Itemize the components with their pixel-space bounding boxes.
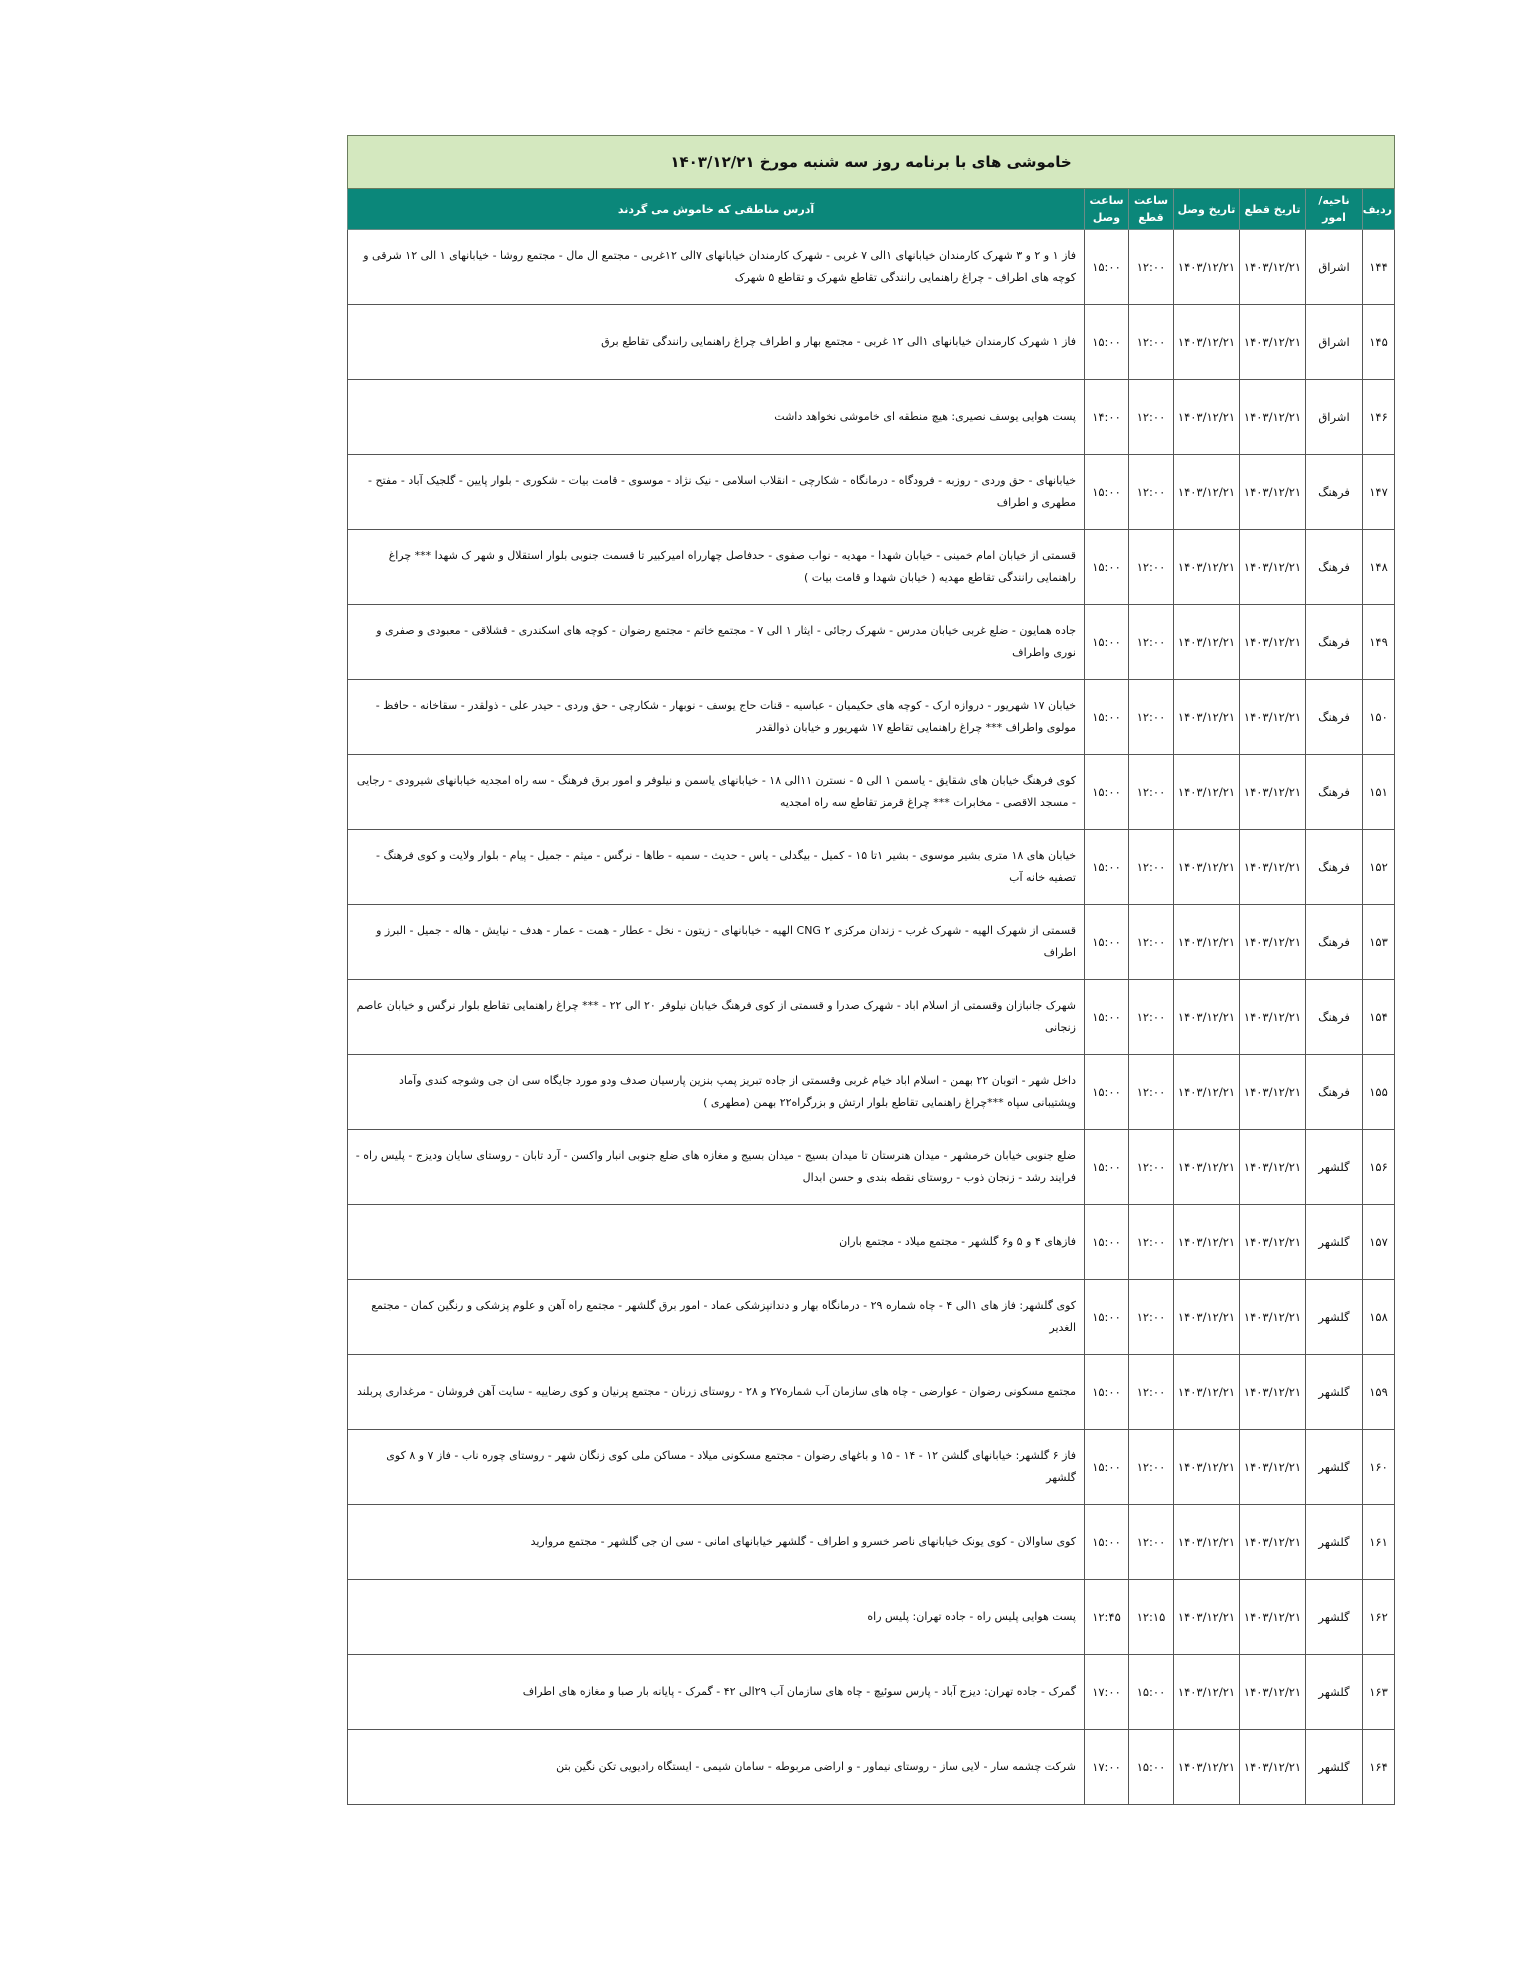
cell-tarikh-qat: ۱۴۰۳/۱۲/۲۱ [1240,305,1306,380]
table-row [348,1580,1395,1655]
cell-saat-qat: ۱۲:۰۰ [1129,455,1174,530]
header-saat-vasl-line2: وصل [1092,211,1121,224]
cell-address: جاده همایون - ضلع غربی خیابان مدرس - شهرک رجائی - ایثار ۱ الی ۷ - مجتمع خاتم - مجتمع رضوان - کوچه های اسکندری - قشلاقی - معبودی و صفری و نوری واطراف [348,605,1085,680]
cell-tarikh-vasl: ۱۴۰۳/۱۲/۲۱ [1174,1205,1240,1280]
cell-nahie: فرهنگ [1306,680,1363,755]
cell-saat-qat: ۱۲:۱۵ [1129,1580,1174,1655]
cell-tarikh-vasl: ۱۴۰۳/۱۲/۲۱ [1174,1055,1240,1130]
cell-saat-vasl: ۱۵:۰۰ [1085,755,1129,830]
cell-saat-vasl: ۱۵:۰۰ [1085,1430,1129,1505]
cell-tarikh-vasl: ۱۴۰۳/۱۲/۲۱ [1174,905,1240,980]
cell-nahie: فرهنگ [1306,1055,1363,1130]
cell-saat-vasl: ۱۴:۰۰ [1085,380,1129,455]
cell-address: شهرک جانبازان وقسمتی از اسلام اباد - شهرک صدرا و قسمتی از کوی فرهنگ خیابان نیلوفر ۲۰ الی ۲۲ - *** چراغ راهنمایی تقاطع بلوار نرگس و خیابان عاصم زنجانی [348,980,1085,1055]
cell-tarikh-qat: ۱۴۰۳/۱۲/۲۱ [1240,980,1306,1055]
cell-address: فاز ۱ و ۲ و ۳ شهرک کارمندان خیابانهای ۱الی ۷ غربی - شهرک کارمندان خیابانهای ۷الی ۱۲غربی - مجتمع ال مال - مجتمع روشا - خیابانهای ۱ الی ۱۲ شرقی و کوچه های اطراف - چراغ راهنمایی رانندگی تقاطع شهرک و تقاطع ۵ شهرک [348,230,1085,305]
header-nahie: ناحیه/امور [1306,189,1363,230]
cell-nahie: گلشهر [1306,1130,1363,1205]
header-row [348,189,1395,230]
cell-address: پست هوایی یوسف نصیری: هیچ منطقه ای خاموشی نخواهد داشت [348,380,1085,455]
cell-radif: ۱۶۴ [1363,1730,1395,1805]
table-row [348,455,1395,530]
cell-radif: ۱۵۶ [1363,1130,1395,1205]
table-row [348,680,1395,755]
cell-radif: ۱۵۱ [1363,755,1395,830]
cell-saat-qat: ۱۲:۰۰ [1129,1130,1174,1205]
cell-tarikh-qat: ۱۴۰۳/۱۲/۲۱ [1240,1730,1306,1805]
cell-radif: ۱۵۷ [1363,1205,1395,1280]
cell-address: کوی گلشهر: فاز های ۱الی ۴ - چاه شماره ۲۹ - درمانگاه بهار و دندانپزشکی عماد - امور برق گلشهر - مجتمع راه آهن و علوم پزشکی و رنگین کمان - مجتمع الغدیر [348,1280,1085,1355]
table-row [348,1055,1395,1130]
table-row [348,305,1395,380]
table-row [348,830,1395,905]
cell-radif: ۱۴۹ [1363,605,1395,680]
cell-saat-qat: ۱۲:۰۰ [1129,380,1174,455]
table-row [348,530,1395,605]
cell-tarikh-vasl: ۱۴۰۳/۱۲/۲۱ [1174,1355,1240,1430]
cell-nahie: گلشهر [1306,1355,1363,1430]
cell-address: کوی ساوالان - کوی یونک خیابانهای ناصر خسرو و اطراف - گلشهر خیابانهای امانی - سی ان جی گلشهر - مجتمع مروارید [348,1505,1085,1580]
cell-nahie: گلشهر [1306,1655,1363,1730]
cell-radif: ۱۵۹ [1363,1355,1395,1430]
cell-tarikh-vasl: ۱۴۰۳/۱۲/۲۱ [1174,830,1240,905]
cell-tarikh-qat: ۱۴۰۳/۱۲/۲۱ [1240,1205,1306,1280]
cell-address: شرکت چشمه سار - لایی ساز - روستای نیماور - و اراضی مربوطه - سامان شیمی - ایستگاه رادیویی تکن نگین بتن [348,1730,1085,1805]
cell-tarikh-vasl: ۱۴۰۳/۱۲/۲۱ [1174,755,1240,830]
header-tarikh-qat: تاریخ قطع [1240,189,1306,230]
cell-tarikh-vasl: ۱۴۰۳/۱۲/۲۱ [1174,1730,1240,1805]
cell-nahie: گلشهر [1306,1505,1363,1580]
cell-radif: ۱۵۰ [1363,680,1395,755]
cell-saat-qat: ۱۲:۰۰ [1129,1430,1174,1505]
cell-nahie: فرهنگ [1306,605,1363,680]
cell-tarikh-vasl: ۱۴۰۳/۱۲/۲۱ [1174,1505,1240,1580]
cell-nahie: فرهنگ [1306,530,1363,605]
cell-tarikh-qat: ۱۴۰۳/۱۲/۲۱ [1240,1280,1306,1355]
cell-nahie: فرهنگ [1306,755,1363,830]
cell-saat-qat: ۱۲:۰۰ [1129,905,1174,980]
cell-saat-qat: ۱۲:۰۰ [1129,830,1174,905]
cell-saat-vasl: ۱۲:۴۵ [1085,1580,1129,1655]
cell-nahie: گلشهر [1306,1580,1363,1655]
cell-tarikh-qat: ۱۴۰۳/۱۲/۲۱ [1240,1580,1306,1655]
cell-saat-vasl: ۱۵:۰۰ [1085,305,1129,380]
cell-radif: ۱۵۴ [1363,980,1395,1055]
cell-saat-vasl: ۱۷:۰۰ [1085,1730,1129,1805]
cell-nahie: فرهنگ [1306,455,1363,530]
table-row [348,1430,1395,1505]
cell-radif: ۱۴۷ [1363,455,1395,530]
cell-address: فاز ۱ شهرک کارمندان خیابانهای ۱الی ۱۲ غربی - مجتمع بهار و اطراف چراغ راهنمایی رانندگی تقاطع برق [348,305,1085,380]
cell-saat-vasl: ۱۵:۰۰ [1085,1505,1129,1580]
header-saat-qat-line1: ساعت [1133,194,1169,207]
header-saat-qat-line2: قطع [1138,211,1164,224]
cell-tarikh-qat: ۱۴۰۳/۱۲/۲۱ [1240,1355,1306,1430]
outage-table [347,135,1395,1805]
table-row [348,605,1395,680]
cell-radif: ۱۶۱ [1363,1505,1395,1580]
cell-tarikh-qat: ۱۴۰۳/۱۲/۲۱ [1240,680,1306,755]
cell-tarikh-vasl: ۱۴۰۳/۱۲/۲۱ [1174,1130,1240,1205]
table-body [348,230,1395,1805]
cell-saat-qat: ۱۵:۰۰ [1129,1655,1174,1730]
cell-address: کوی فرهنگ خیابان های شقایق - یاسمن ۱ الی ۵ - نسترن ۱۱الی ۱۸ - خیابانهای یاسمن و نیلوفر و امور برق فرهنگ - سه راه امجدیه خیابانهای شیرودی - رجایی - مسجد الاقصی - مخابرات *** چراغ قرمز تقاطع سه راه امجدیه [348,755,1085,830]
cell-saat-vasl: ۱۵:۰۰ [1085,680,1129,755]
cell-tarikh-qat: ۱۴۰۳/۱۲/۲۱ [1240,230,1306,305]
cell-nahie: گلشهر [1306,1730,1363,1805]
table-row [348,1730,1395,1805]
cell-tarikh-vasl: ۱۴۰۳/۱۲/۲۱ [1174,980,1240,1055]
cell-tarikh-vasl: ۱۴۰۳/۱۲/۲۱ [1174,230,1240,305]
cell-saat-qat: ۱۲:۰۰ [1129,1280,1174,1355]
cell-nahie: اشراق [1306,230,1363,305]
cell-address: داخل شهر - اتوبان ۲۲ بهمن - اسلام اباد خیام غربی وقسمتی از جاده تبریز پمپ بنزین پارسیان صدف ودو مورد جایگاه سی ان جی وشوجه کندی وآماد وپشتیبانی سپاه ***چراغ راهنمایی تقاطع بلوار ارتش و بزرگراه۲۲ بهمن (مطهری ) [348,1055,1085,1130]
cell-saat-vasl: ۱۵:۰۰ [1085,605,1129,680]
table-row [348,1655,1395,1730]
table-row [348,230,1395,305]
table-row [348,1280,1395,1355]
cell-tarikh-qat: ۱۴۰۳/۱۲/۲۱ [1240,1655,1306,1730]
cell-tarikh-qat: ۱۴۰۳/۱۲/۲۱ [1240,530,1306,605]
cell-saat-qat: ۱۲:۰۰ [1129,305,1174,380]
table-row [348,1130,1395,1205]
cell-tarikh-vasl: ۱۴۰۳/۱۲/۲۱ [1174,380,1240,455]
cell-address: فازهای ۴ و ۵ و۶ گلشهر - مجتمع میلاد - مجتمع باران [348,1205,1085,1280]
cell-saat-vasl: ۱۵:۰۰ [1085,980,1129,1055]
cell-saat-qat: ۱۵:۰۰ [1129,1730,1174,1805]
cell-radif: ۱۵۳ [1363,905,1395,980]
cell-saat-vasl: ۱۵:۰۰ [1085,530,1129,605]
cell-saat-vasl: ۱۵:۰۰ [1085,1205,1129,1280]
cell-saat-vasl: ۱۵:۰۰ [1085,455,1129,530]
cell-radif: ۱۵۵ [1363,1055,1395,1130]
header-address: آدرس مناطقی که خاموش می گردند [348,189,1085,230]
cell-radif: ۱۶۲ [1363,1580,1395,1655]
cell-address: مجتمع مسکونی رضوان - عوارضی - چاه های سازمان آب شماره۲۷ و ۲۸ - روستای زرنان - مجتمع پرنیان و کوی رضاییه - سایت آهن فروشان - مرغداری پربلند [348,1355,1085,1430]
cell-nahie: فرهنگ [1306,980,1363,1055]
cell-radif: ۱۴۶ [1363,380,1395,455]
cell-nahie: گلشهر [1306,1205,1363,1280]
cell-tarikh-vasl: ۱۴۰۳/۱۲/۲۱ [1174,1655,1240,1730]
cell-saat-qat: ۱۲:۰۰ [1129,605,1174,680]
table-row [348,1505,1395,1580]
table-row [348,380,1395,455]
cell-saat-vasl: ۱۵:۰۰ [1085,830,1129,905]
cell-address: فاز ۶ گلشهر: خیابانهای گلشن ۱۲ - ۱۴ - ۱۵ و باغهای رضوان - مجتمع مسکونی میلاد - مساکن ملی کوی زنگان شهر - روستای چوره ناب - فاز ۷ و ۸ کوی گلشهر [348,1430,1085,1505]
cell-tarikh-qat: ۱۴۰۳/۱۲/۲۱ [1240,605,1306,680]
cell-tarikh-vasl: ۱۴۰۳/۱۲/۲۱ [1174,1280,1240,1355]
cell-saat-vasl: ۱۵:۰۰ [1085,1280,1129,1355]
table-row [348,755,1395,830]
header-radif: ردیف [1363,189,1395,230]
cell-saat-vasl: ۱۵:۰۰ [1085,1355,1129,1430]
cell-tarikh-qat: ۱۴۰۳/۱۲/۲۱ [1240,1055,1306,1130]
header-saat-vasl [1085,189,1129,230]
cell-nahie: فرهنگ [1306,905,1363,980]
header-saat-qat [1129,189,1174,230]
cell-nahie: گلشهر [1306,1280,1363,1355]
cell-saat-qat: ۱۲:۰۰ [1129,1355,1174,1430]
cell-address: گمرک - جاده تهران: دیزج آباد - پارس سوئیچ - چاه های سازمان آب ۲۹الی ۴۲ - گمرک - پایانه بار صبا و مغازه های اطراف [348,1655,1085,1730]
cell-address: خیابان های ۱۸ متری بشیر موسوی - بشیر ۱تا ۱۵ - کمیل - بیگدلی - یاس - حدیث - سمیه - طاها - نرگس - میثم - جمیل - پیام - بلوار ولایت و کوی فرهنگ - تصفیه خانه آب [348,830,1085,905]
cell-address: پست هوایی پلیس راه - جاده تهران: پلیس راه [348,1580,1085,1655]
table-row [348,1355,1395,1430]
cell-saat-qat: ۱۲:۰۰ [1129,230,1174,305]
cell-tarikh-qat: ۱۴۰۳/۱۲/۲۱ [1240,1430,1306,1505]
cell-saat-vasl: ۱۵:۰۰ [1085,905,1129,980]
cell-address: قسمتی از خیابان امام خمینی - خیابان شهدا - مهدیه - نواب صفوی - حدفاصل چهارراه امیرکبیر تا قسمت جنوبی بلوار استقلال و شهر ک شهدا *** چراغ راهنمایی رانندگی تقاطع مهدیه ( خیابان شهدا و قامت بیات ) [348,530,1085,605]
cell-tarikh-vasl: ۱۴۰۳/۱۲/۲۱ [1174,605,1240,680]
table-row [348,905,1395,980]
cell-radif: ۱۶۰ [1363,1430,1395,1505]
page-title: خاموشی های با برنامه روز سه شنبه مورخ ۱۴۰۳/۱۲/۲۱ [348,136,1395,189]
cell-tarikh-vasl: ۱۴۰۳/۱۲/۲۱ [1174,305,1240,380]
cell-nahie: فرهنگ [1306,830,1363,905]
cell-tarikh-qat: ۱۴۰۳/۱۲/۲۱ [1240,830,1306,905]
cell-address: خیابانهای - حق وردی - روزبه - فرودگاه - درمانگاه - شکارچی - انقلاب اسلامی - نیک نژاد - موسوی - قامت بیات - شکوری - بلوار پایین - گلجیک آباد - مفتح - مطهری و اطراف [348,455,1085,530]
cell-saat-qat: ۱۲:۰۰ [1129,530,1174,605]
cell-tarikh-qat: ۱۴۰۳/۱۲/۲۱ [1240,1130,1306,1205]
cell-saat-vasl: ۱۵:۰۰ [1085,230,1129,305]
cell-radif: ۱۵۸ [1363,1280,1395,1355]
cell-address: ضلع جنوبی خیابان خرمشهر - میدان هنرستان تا میدان بسیج - میدان بسیج و مغازه های ضلع جنوبی انبار واکسن - آرد تابان - روستای سایان ودیزج - پلیس راه - فرایند رشد - زنجان ذوب - روستای نقطه بندی و حسن ابدال [348,1130,1085,1205]
cell-saat-qat: ۱۲:۰۰ [1129,1505,1174,1580]
cell-saat-qat: ۱۲:۰۰ [1129,980,1174,1055]
cell-saat-qat: ۱۲:۰۰ [1129,1055,1174,1130]
cell-address: قسمتی از شهرک الهیه - شهرک غرب - زندان مرکزی CNG ۲ الهیه - خیابانهای - زیتون - نخل - عطار - همت - عمار - هدف - نیایش - هاله - جمیل - البرز و اطراف [348,905,1085,980]
cell-tarikh-qat: ۱۴۰۳/۱۲/۲۱ [1240,905,1306,980]
outage-schedule-sheet [347,135,1395,1805]
cell-tarikh-qat: ۱۴۰۳/۱۲/۲۱ [1240,380,1306,455]
table-row [348,980,1395,1055]
cell-saat-vasl: ۱۷:۰۰ [1085,1655,1129,1730]
cell-saat-qat: ۱۲:۰۰ [1129,1205,1174,1280]
cell-saat-vasl: ۱۵:۰۰ [1085,1130,1129,1205]
cell-tarikh-qat: ۱۴۰۳/۱۲/۲۱ [1240,455,1306,530]
cell-tarikh-vasl: ۱۴۰۳/۱۲/۲۱ [1174,680,1240,755]
cell-tarikh-qat: ۱۴۰۳/۱۲/۲۱ [1240,755,1306,830]
cell-radif: ۱۶۳ [1363,1655,1395,1730]
cell-radif: ۱۴۴ [1363,230,1395,305]
table-row [348,1205,1395,1280]
cell-radif: ۱۴۸ [1363,530,1395,605]
cell-saat-qat: ۱۲:۰۰ [1129,755,1174,830]
cell-saat-qat: ۱۲:۰۰ [1129,680,1174,755]
cell-tarikh-qat: ۱۴۰۳/۱۲/۲۱ [1240,1505,1306,1580]
cell-nahie: گلشهر [1306,1430,1363,1505]
cell-nahie: اشراق [1306,380,1363,455]
header-tarikh-vasl: تاریخ وصل [1174,189,1240,230]
cell-radif: ۱۴۵ [1363,305,1395,380]
cell-address: خیابان ۱۷ شهریور - دروازه ارک - کوچه های حکیمیان - عباسیه - قنات حاج یوسف - نوبهار - شکارچی - حق وردی - حیدر علی - ذولقدر - سقاخانه - حافظ - مولوی واطراف *** چراغ راهنمایی تقاطع ۱۷ شهریور و خیابان ذوالقدر [348,680,1085,755]
cell-tarikh-vasl: ۱۴۰۳/۱۲/۲۱ [1174,530,1240,605]
cell-radif: ۱۵۲ [1363,830,1395,905]
header-saat-vasl-line1: ساعت [1089,194,1124,207]
cell-nahie: اشراق [1306,305,1363,380]
cell-tarikh-vasl: ۱۴۰۳/۱۲/۲۱ [1174,1580,1240,1655]
cell-tarikh-vasl: ۱۴۰۳/۱۲/۲۱ [1174,1430,1240,1505]
cell-tarikh-vasl: ۱۴۰۳/۱۲/۲۱ [1174,455,1240,530]
cell-saat-vasl: ۱۵:۰۰ [1085,1055,1129,1130]
